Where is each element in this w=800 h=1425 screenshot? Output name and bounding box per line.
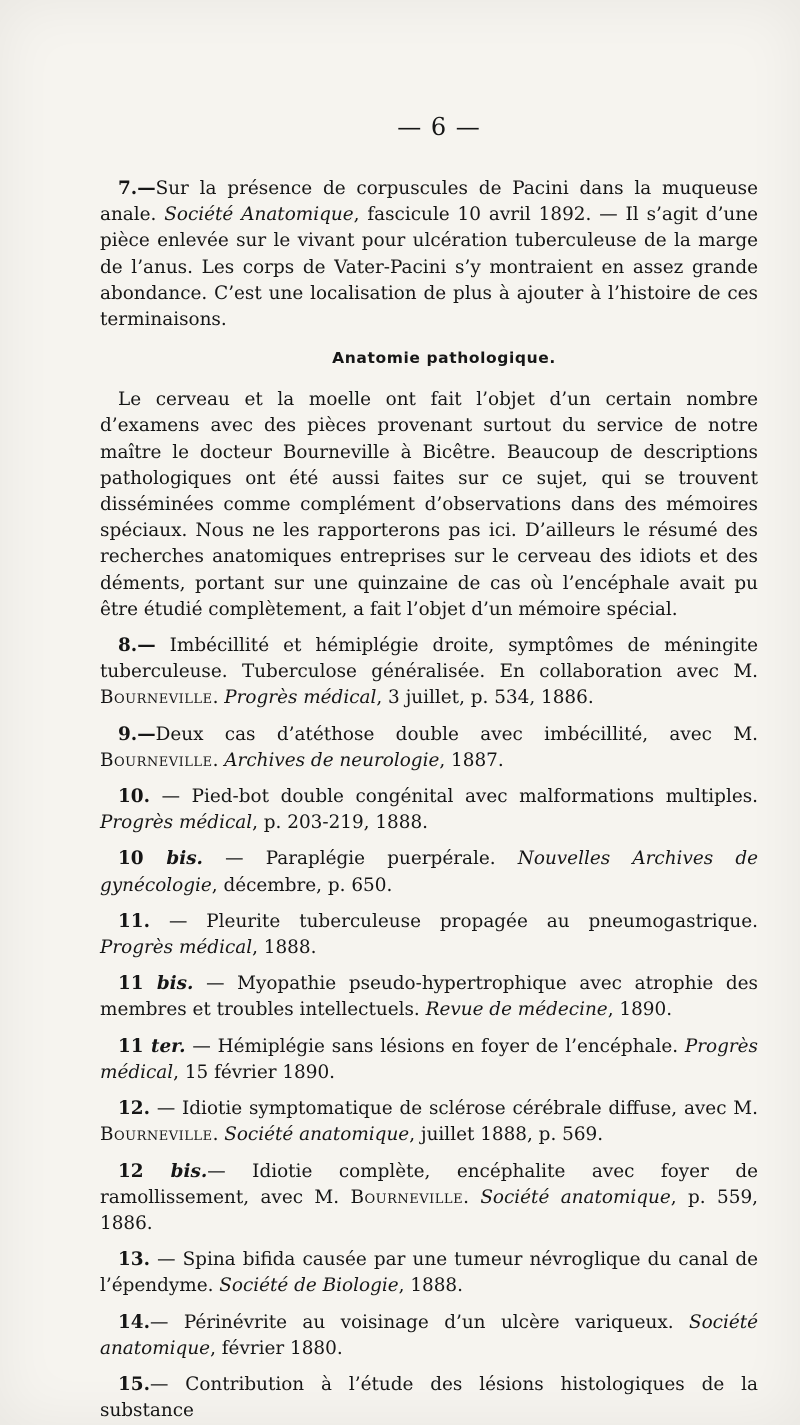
- entry-number: 15.: [118, 1373, 150, 1395]
- entry-9: [100, 722, 758, 774]
- journal-title: Société de Biologie: [219, 1275, 399, 1297]
- entry-text: , 1890.: [607, 999, 673, 1021]
- entry-number: 13.: [118, 1249, 150, 1271]
- entry-suffix: bis.: [156, 973, 194, 995]
- journal-title: Progrès médical: [100, 1035, 758, 1083]
- entry-text: — Contribution à l’étude des lésions histologiques de la substance: [100, 1373, 758, 1422]
- entry-number: 9.—: [118, 723, 156, 745]
- journal-title: Archives de neurologie: [224, 749, 440, 771]
- entry-number: 10: [118, 848, 167, 870]
- entry-text: , 1887.: [439, 749, 504, 771]
- entry-text: — Pleurite tuberculeuse propagée au pneumogastrique.: [150, 910, 758, 932]
- entry-text: — Idiotie complète, encéphalite avec foyer de ramollissement, avec M.: [100, 1160, 759, 1208]
- entry-number: 14.: [118, 1311, 150, 1333]
- entry-suffix: bis.: [166, 848, 203, 870]
- entry-text: , 3 juillet, p. 534, 1886.: [376, 687, 594, 709]
- entry-number: 12: [118, 1160, 171, 1182]
- entry-text: — Périnévrite au voisinage d’un ulcère variqueux.: [150, 1311, 689, 1333]
- entry-7: [100, 176, 758, 333]
- entry-text: , juillet 1888, p. 569.: [409, 1124, 604, 1146]
- entry-text: Deux cas d’atéthose double avec imbécillité, avec M.: [155, 723, 758, 745]
- page-number: — 6 —: [397, 113, 481, 141]
- entry-text: — Idiotie symptomatique de sclérose cérébrale diffuse, avec M.: [150, 1098, 758, 1120]
- entry-12-bis: [100, 1159, 758, 1238]
- entry-text: — Spina bifida causée par une tumeur névroglique du canal de l’épendyme.: [100, 1249, 758, 1297]
- entry-number: 7.—: [118, 178, 156, 199]
- entry-text: , fascicule 10 avril 1892. — Il s’agit d’une pièce enlevée sur le vivant pour ulcération tuberculeuse de la marge de l’anus. Les corps de Vater-Pacini s’y montraient en assez grande abondance. C’est une localisation de plus à ajouter à l’histoire de ces terminaisons.: [100, 204, 758, 331]
- journal-title: Progrès médical: [100, 812, 253, 834]
- entry-text: , 1888.: [252, 937, 317, 959]
- journal-title: Progrès médical: [224, 687, 377, 709]
- entry-10: [100, 784, 758, 836]
- section-paragraph: Le cerveau et la moelle ont fait l’objet d’un certain nombre d’examens avec des pièces provenant surtout du service de notre maître le docteur Bourneville à Bicêtre. Beaucoup de descriptions pathologiques ont été aussi faites sur ce sujet, qui se trouvent disséminées comme complément d’observations dans des mémoires spéciaux. Nous ne les rapporterons pas ici. D’ailleurs le résumé des recherches anatomiques entreprises sur le cerveau des idiots et des déments, portant sur une quinzaine de cas où l’encéphale avait pu être étudié complètement, a fait l’objet d’un mémoire spécial.: [100, 389, 758, 620]
- entry-15: [100, 1372, 758, 1424]
- entry-text: Sur la présence de corpuscules de Pacini dans la muqueuse anale.: [100, 178, 758, 226]
- entry-11-bis: [100, 971, 758, 1023]
- entry-suffix: ter.: [150, 1035, 186, 1057]
- author-name: Bourneville: [100, 749, 213, 771]
- entry-number: 11: [118, 1035, 151, 1057]
- entry-8: [100, 633, 758, 712]
- entry-number: 11.: [118, 910, 150, 932]
- author-name: Bourneville: [100, 687, 213, 709]
- entry-text: Imbécillité et hémiplégie droite, symptômes de méningite tuberculeuse. Tuberculose généralisée. En collaboration avec M.: [100, 635, 758, 683]
- entry-text: .: [463, 1186, 481, 1208]
- entry-number: 10.: [118, 786, 150, 808]
- entry-text: , 1888.: [398, 1275, 463, 1297]
- journal-title: Société anatomique: [224, 1124, 410, 1146]
- entry-text: — Hémiplégie sans lésions en foyer de l’encéphale.: [185, 1035, 685, 1057]
- entry-text: , p. 559, 1886.: [100, 1186, 758, 1234]
- entry-13: [100, 1247, 758, 1299]
- entry-text: — Paraplégie puerpérale.: [202, 848, 518, 870]
- entry-text: .: [212, 1124, 225, 1146]
- entry-text: , 15 février 1890.: [173, 1061, 335, 1083]
- entry-text: , décembre, p. 650.: [211, 874, 393, 896]
- journal-title: Société anatomique: [480, 1186, 671, 1208]
- journal-title: Société anatomique: [100, 1311, 758, 1359]
- entry-text: — Myopathie pseudo-hypertrophique avec atrophie des membres et troubles intellectuels.: [100, 973, 758, 1021]
- entry-number: 11: [118, 973, 157, 995]
- journal-title: Nouvelles Archives de gynécologie: [100, 848, 758, 896]
- entry-text: , p. 203-219, 1888.: [252, 812, 429, 834]
- entry-14: [100, 1310, 758, 1362]
- entry-number: 12.: [118, 1098, 150, 1120]
- author-name: Bourneville: [350, 1186, 464, 1208]
- author-name: Bourneville: [100, 1124, 213, 1146]
- journal-title: Progrès médical: [100, 937, 253, 959]
- entry-suffix: bis.: [170, 1160, 208, 1182]
- entry-text: .: [212, 687, 225, 709]
- section-heading: Anatomie pathologique.: [332, 349, 556, 368]
- journal-title: Société Anatomique: [164, 204, 354, 226]
- entry-10-bis: [100, 846, 758, 898]
- entry-12: [100, 1096, 758, 1148]
- entry-number: 8.—: [118, 635, 156, 657]
- text-column: [100, 112, 758, 1425]
- journal-title: Revue de médecine: [425, 999, 608, 1021]
- entry-11-ter: [100, 1034, 758, 1086]
- entry-text: — Pied-bot double congénital avec malformations multiples.: [150, 786, 758, 808]
- entry-11: [100, 909, 758, 961]
- entry-text: .: [212, 749, 225, 771]
- entry-text: , février 1880.: [210, 1337, 343, 1359]
